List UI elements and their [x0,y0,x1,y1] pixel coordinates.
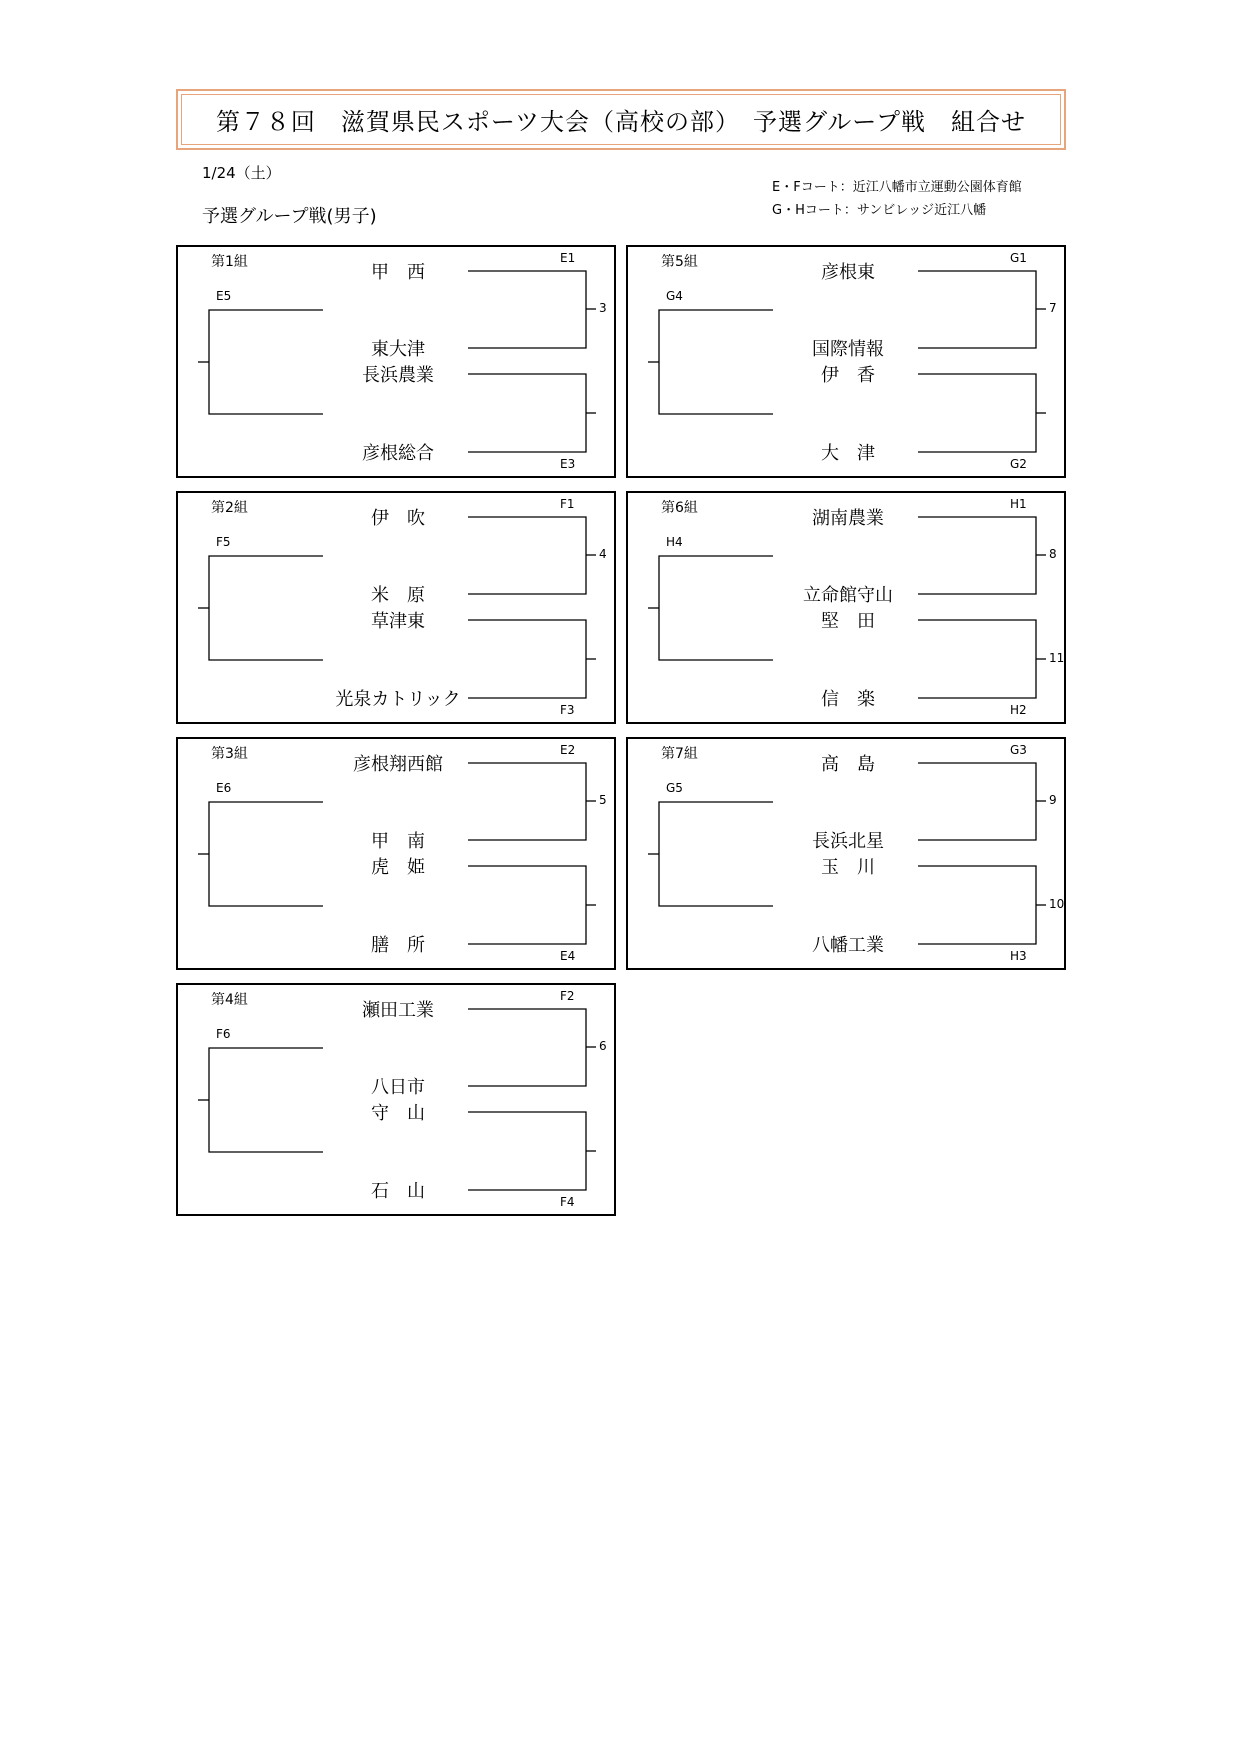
match-number: 11 [1049,651,1065,665]
top-slot-label: E1 [560,251,576,265]
team-name: 湖南農業 [812,508,884,529]
left-slot-label: F5 [216,535,231,549]
group-label: 第5組 [661,254,698,270]
left-slot-label: E5 [216,289,232,303]
team-name: 大 津 [821,443,875,464]
team-name: 伊 香 [821,365,875,386]
group-box [626,737,1066,970]
team-name: 八幡工業 [812,935,884,956]
date-label: 1/24（土） [202,164,281,182]
group-box [176,491,616,724]
match-number: 9 [1049,793,1057,807]
match-number: 8 [1049,547,1057,561]
bottom-slot-label: H3 [1010,949,1027,963]
team-name: 八日市 [371,1077,425,1098]
left-slot-label: H4 [666,535,683,549]
left-slot-label: E6 [216,781,232,795]
team-name: 彦根総合 [362,443,434,464]
match-number: 5 [599,793,607,807]
match-number: 4 [599,547,607,561]
team-name: 石 山 [371,1181,425,1202]
match-number: 10 [1049,897,1065,911]
team-name: 瀬田工業 [362,1000,434,1021]
bottom-slot-label: E4 [560,949,576,963]
group-label: 第2組 [211,500,248,516]
group-label: 第1組 [211,254,248,270]
team-name: 玉 川 [821,857,875,878]
group-label: 第7組 [661,746,698,762]
match-number: 6 [599,1039,607,1053]
team-name: 甲 南 [371,831,425,852]
team-name: 彦根東 [821,262,875,283]
group-label: 第6組 [661,500,698,516]
team-name: 草津東 [371,611,425,632]
top-slot-label: F2 [560,989,575,1003]
team-name: 信 楽 [821,689,875,710]
bottom-slot-label: F3 [560,703,575,717]
left-slot-label: G4 [666,289,683,303]
top-slot-label: H1 [1010,497,1027,511]
team-name: 光泉カトリック [335,689,461,710]
team-name: 高 島 [821,754,875,775]
team-name: 長浜農業 [362,365,434,386]
team-name: 守 山 [371,1103,425,1124]
team-name: 虎 姫 [371,857,425,878]
bottom-slot-label: F4 [560,1195,575,1209]
team-name: 東大津 [371,339,425,360]
section-subtitle: 予選グループ戦(男子) [202,206,377,227]
team-name: 彦根翔西館 [353,754,443,775]
team-name: 甲 西 [371,262,425,283]
team-name: 伊 吹 [371,508,425,529]
team-name: 堅 田 [821,611,875,632]
group-box [626,491,1066,724]
page-title: 第７８回 滋賀県民スポーツ大会（高校の部） 予選グループ戦 組合せ [215,108,1027,136]
left-slot-label: F6 [216,1027,231,1041]
match-number: 3 [599,301,607,315]
left-slot-label: G5 [666,781,683,795]
group-label: 第4組 [211,992,248,1008]
group-box [626,245,1066,478]
top-slot-label: F1 [560,497,575,511]
bottom-slot-label: G2 [1010,457,1027,471]
team-name: 膳 所 [371,935,425,956]
bottom-slot-label: H2 [1010,703,1027,717]
court-info-ef: E・Fコート：近江八幡市立運動公園体育館 [772,180,1022,195]
team-name: 立命館守山 [803,585,893,606]
court-info-gh: G・Hコート：サンビレッジ近江八幡 [772,203,987,218]
group-box [176,245,616,478]
title-box [176,89,1066,150]
top-slot-label: G3 [1010,743,1027,757]
group-label: 第3組 [211,746,248,762]
match-number: 7 [1049,301,1057,315]
top-slot-label: E2 [560,743,576,757]
team-name: 国際情報 [812,339,884,360]
team-name: 長浜北星 [812,831,884,852]
team-name: 米 原 [371,585,425,606]
top-slot-label: G1 [1010,251,1027,265]
group-box [176,737,616,970]
group-box [176,983,616,1216]
bottom-slot-label: E3 [560,457,576,471]
